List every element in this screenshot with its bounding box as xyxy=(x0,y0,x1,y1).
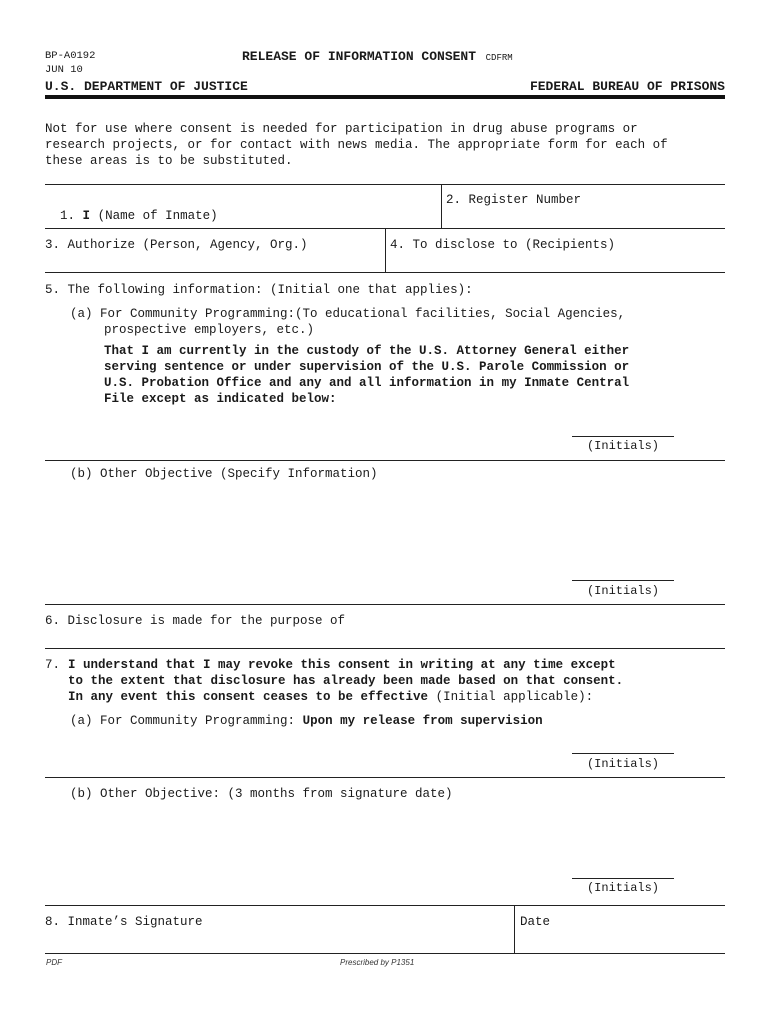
divider xyxy=(45,905,725,906)
department-name: U.S. DEPARTMENT OF JUSTICE xyxy=(45,79,248,94)
disclose-to-label[interactable]: 4. To disclose to (Recipients) xyxy=(390,238,616,252)
form-title-code: CDFRM xyxy=(485,53,513,63)
intro-line-1: Not for use where consent is needed for participation in drug abuse programs or xyxy=(45,122,638,136)
section-5-heading: 5. The following information: (Initial one that applies): xyxy=(45,283,473,297)
initials-line-5a[interactable] xyxy=(572,436,674,437)
section-5a-statement-line-2: serving sentence or under supervision of the U.S. Parole Commission or xyxy=(104,360,630,374)
initials-line-7a[interactable] xyxy=(572,753,674,754)
form-date: JUN 10 xyxy=(45,64,83,76)
divider xyxy=(45,953,725,954)
divider xyxy=(45,272,725,273)
footer-left: PDF xyxy=(46,958,62,967)
initials-line-7b[interactable] xyxy=(572,878,674,879)
initials-label-7b: (Initials) xyxy=(586,881,659,895)
section-5a-label-line-1: (a) For Community Programming:(To educational facilities, Social Agencies, xyxy=(70,307,626,321)
section-7a-line xyxy=(70,713,543,729)
purpose-label[interactable]: 6. Disclosure is made for the purpose of xyxy=(45,614,346,628)
inmate-name-label[interactable] xyxy=(45,192,218,224)
field-divider xyxy=(385,228,386,273)
section-7-line-3-suffix: (Initial applicable): xyxy=(435,690,594,704)
form-title-group xyxy=(242,47,513,65)
divider xyxy=(45,184,725,185)
divider xyxy=(45,777,725,778)
initials-label-5a: (Initials) xyxy=(586,439,659,453)
divider xyxy=(45,648,725,649)
initials-line-5b[interactable] xyxy=(572,580,674,581)
divider xyxy=(45,604,725,605)
form-title: RELEASE OF INFORMATION CONSENT xyxy=(242,49,477,64)
intro-line-3: these areas is to be substituted. xyxy=(45,154,293,168)
field-1-number: 1. xyxy=(60,209,76,223)
section-7-line-3 xyxy=(68,689,593,705)
section-7-line-3-bold: In any event this consent ceases to be effective xyxy=(68,690,429,704)
form-number: BP-A0192 xyxy=(45,50,96,62)
initials-label-7a: (Initials) xyxy=(586,757,659,771)
signature-label[interactable]: 8. Inmate’s Signature xyxy=(45,915,203,929)
section-5a-statement-line-4: File except as indicated below: xyxy=(104,392,337,406)
section-7b-label: (b) Other Objective: (3 months from signature date) xyxy=(70,787,453,801)
date-label[interactable]: Date xyxy=(520,915,551,929)
section-7a-label: (a) For Community Programming: xyxy=(70,714,296,728)
field-1-label: (Name of Inmate) xyxy=(97,209,218,223)
header-thick-rule xyxy=(45,95,725,99)
register-number-label[interactable]: 2. Register Number xyxy=(446,193,582,207)
section-7-line-1: I understand that I may revoke this consent in writing at any time except xyxy=(68,658,616,672)
section-7-number: 7. xyxy=(45,658,61,672)
field-divider xyxy=(514,905,515,953)
section-5b-label: (b) Other Objective (Specify Information) xyxy=(70,467,378,481)
section-7a-bold: Upon my release from supervision xyxy=(302,714,543,728)
initials-label-5b: (Initials) xyxy=(586,584,659,598)
divider xyxy=(45,460,725,461)
section-7-line-2: to the extent that disclosure has already been made based on that consent. xyxy=(68,674,624,688)
section-5a-statement-line-1: That I am currently in the custody of the U.S. Attorney General either xyxy=(104,344,630,358)
field-divider xyxy=(441,184,442,228)
footer-center: Prescribed by P1351 xyxy=(340,958,415,967)
authorize-label[interactable]: 3. Authorize (Person, Agency, Org.) xyxy=(45,238,308,252)
intro-line-2: research projects, or for contact with news media. The appropriate form for each of xyxy=(45,138,668,152)
field-1-pronoun: I xyxy=(82,209,91,223)
section-5a-label-line-2: prospective employers, etc.) xyxy=(104,323,315,337)
section-5a-statement-line-3: U.S. Probation Office and any and all information in my Inmate Central xyxy=(104,376,630,390)
bureau-name: FEDERAL BUREAU OF PRISONS xyxy=(529,79,725,94)
